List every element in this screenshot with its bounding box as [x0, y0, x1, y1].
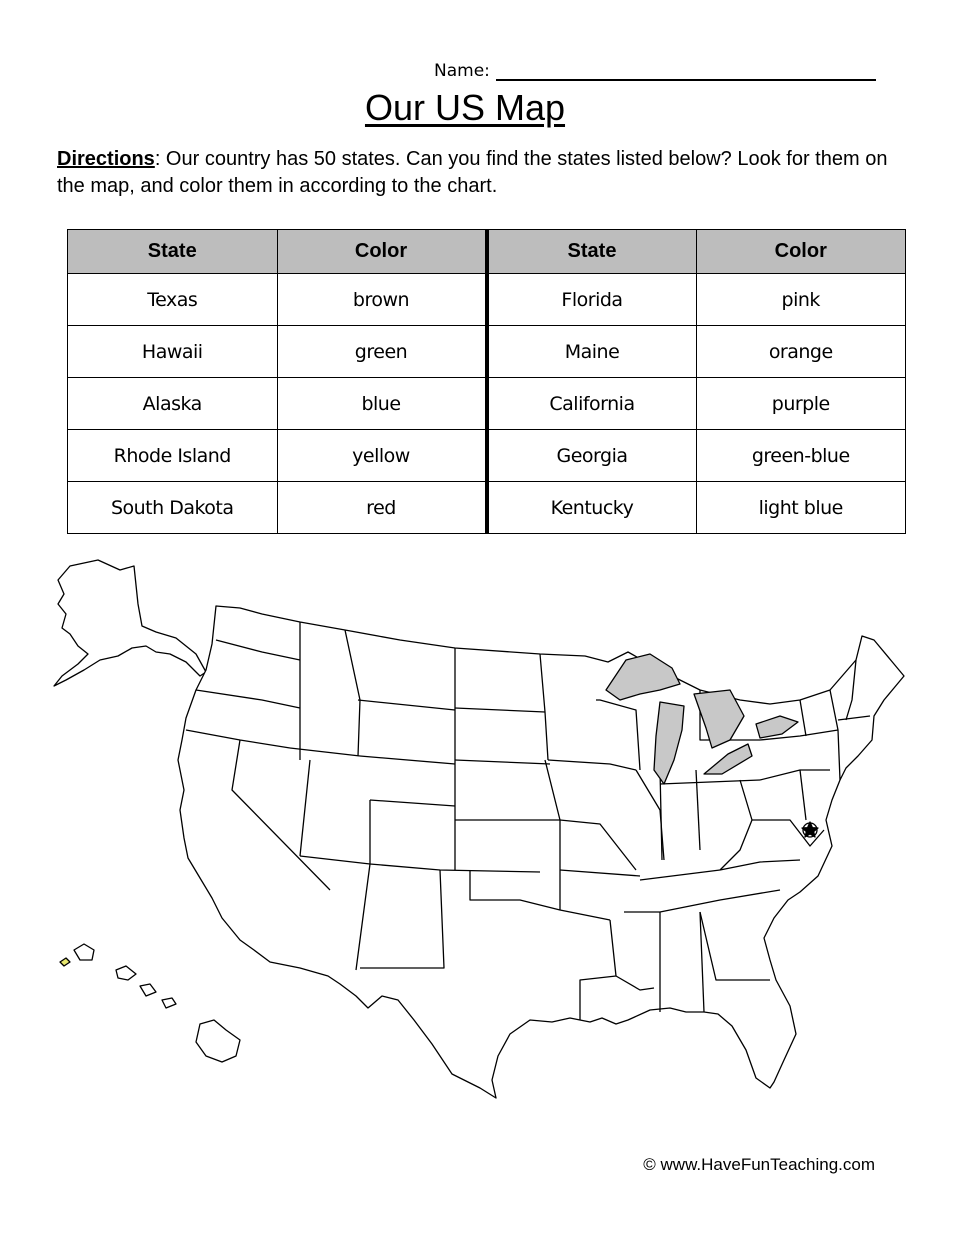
color-cell: brown [277, 274, 487, 326]
state-cell: Kentucky [487, 482, 697, 534]
header-state: State [68, 230, 278, 274]
color-cell: purple [696, 378, 906, 430]
table-row [68, 326, 906, 378]
color-cell: green-blue [696, 430, 906, 482]
contiguous-us-outline[interactable] [178, 606, 904, 1098]
state-cell: Maine [487, 326, 697, 378]
directions-text: : Our country has 50 states. Can you find the states listed below? Look for them on the map, and color them in according to the chart. [57, 148, 888, 197]
state-cell: Rhode Island [68, 430, 278, 482]
state-cell: South Dakota [68, 482, 278, 534]
alaska-outline[interactable] [54, 560, 206, 686]
state-cell: Georgia [487, 430, 697, 482]
name-label: Name: [434, 61, 490, 81]
header-color: Color [277, 230, 487, 274]
color-cell: yellow [277, 430, 487, 482]
directions [57, 146, 917, 200]
header-color: Color [696, 230, 906, 274]
copyright-footer: © www.HaveFunTeaching.com [643, 1155, 875, 1174]
state-cell: Texas [68, 274, 278, 326]
table-row [68, 482, 906, 534]
color-cell: blue [277, 378, 487, 430]
table-row [68, 378, 906, 430]
table-row [68, 274, 906, 326]
color-cell: red [277, 482, 487, 534]
directions-label: Directions [57, 148, 155, 170]
state-cell: Florida [487, 274, 697, 326]
state-cell: California [487, 378, 697, 430]
us-map [0, 540, 960, 1100]
name-field [434, 57, 876, 81]
state-cell: Hawaii [68, 326, 278, 378]
color-cell: orange [696, 326, 906, 378]
hawaii-islands[interactable] [60, 944, 240, 1062]
chart-header-row [68, 230, 906, 274]
state-cell: Alaska [68, 378, 278, 430]
color-cell: light blue [696, 482, 906, 534]
color-cell: pink [696, 274, 906, 326]
page-title: Our US Map [364, 87, 566, 128]
color-cell: green [277, 326, 487, 378]
header-state: State [487, 230, 697, 274]
name-write-line[interactable] [496, 59, 876, 81]
table-row [68, 430, 906, 482]
state-color-chart [67, 229, 906, 534]
